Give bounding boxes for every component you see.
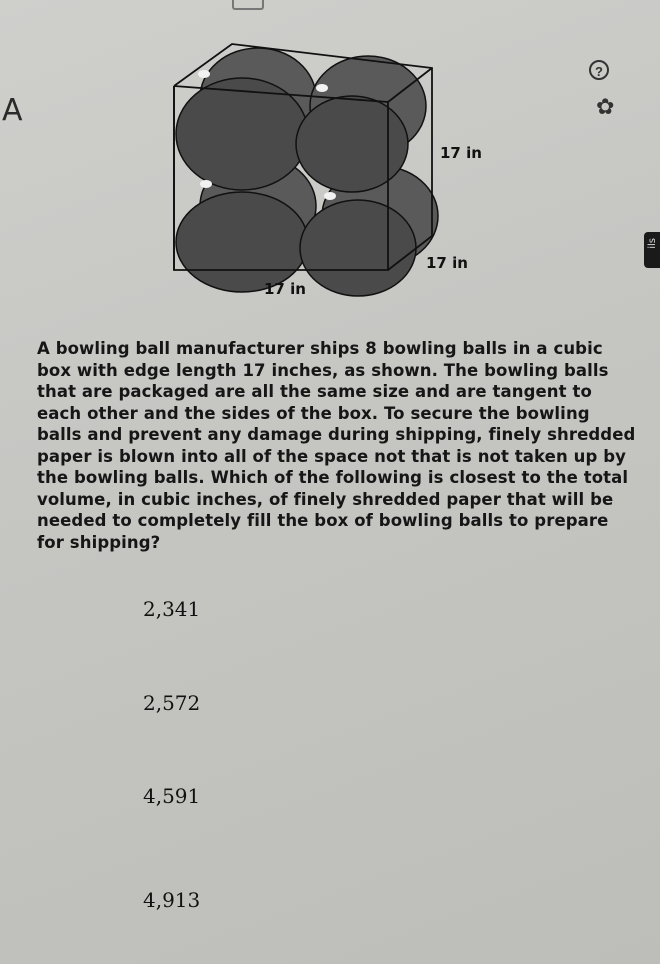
top-bracket-mark — [232, 0, 264, 10]
answer-choice-1[interactable]: 2,341 — [143, 597, 201, 621]
ball-front-top-right — [296, 96, 408, 192]
question-text: A bowling ball manufacturer ships 8 bowling balls in a cubic box with edge length 17 inches, as shown. The bowling balls that are packaged are all the same size and are tangent to each other and the sides of the box. To secure the bowling balls and prevent any damage during shipping, finely shredded paper is blown into all of the space not that is not taken up by the bowling balls. Which of the following is closest to the total volume, in cubic inches, of finely shredded paper that will be needed to completely fill the box of bowling balls to prepare for shipping? — [37, 339, 636, 552]
dim-label-depth: 17 in — [426, 254, 468, 272]
dim-label-bottom: 17 in — [264, 280, 306, 298]
dim-label-side: 17 in — [440, 144, 482, 162]
answer-choice-3[interactable]: 4,591 — [143, 784, 201, 808]
ball-front-bottom-right — [300, 200, 416, 296]
answer-choice-2[interactable]: 2,572 — [143, 691, 201, 715]
finger-hole — [200, 180, 212, 188]
finger-hole — [324, 192, 336, 200]
finger-hole — [316, 84, 328, 92]
finger-hole — [198, 70, 210, 78]
settings-icon[interactable]: ✿ — [596, 94, 615, 119]
ball-front-bottom-left — [176, 192, 308, 292]
bowling-box-figure — [160, 38, 500, 300]
cube-diagram — [160, 38, 500, 300]
help-icon[interactable]: ? — [589, 60, 609, 80]
letter-a-mark: A — [2, 93, 23, 128]
answer-choice-4[interactable]: 4,913 — [143, 888, 201, 912]
side-tab[interactable] — [644, 232, 660, 268]
side-tab-label: ils — [647, 238, 658, 249]
